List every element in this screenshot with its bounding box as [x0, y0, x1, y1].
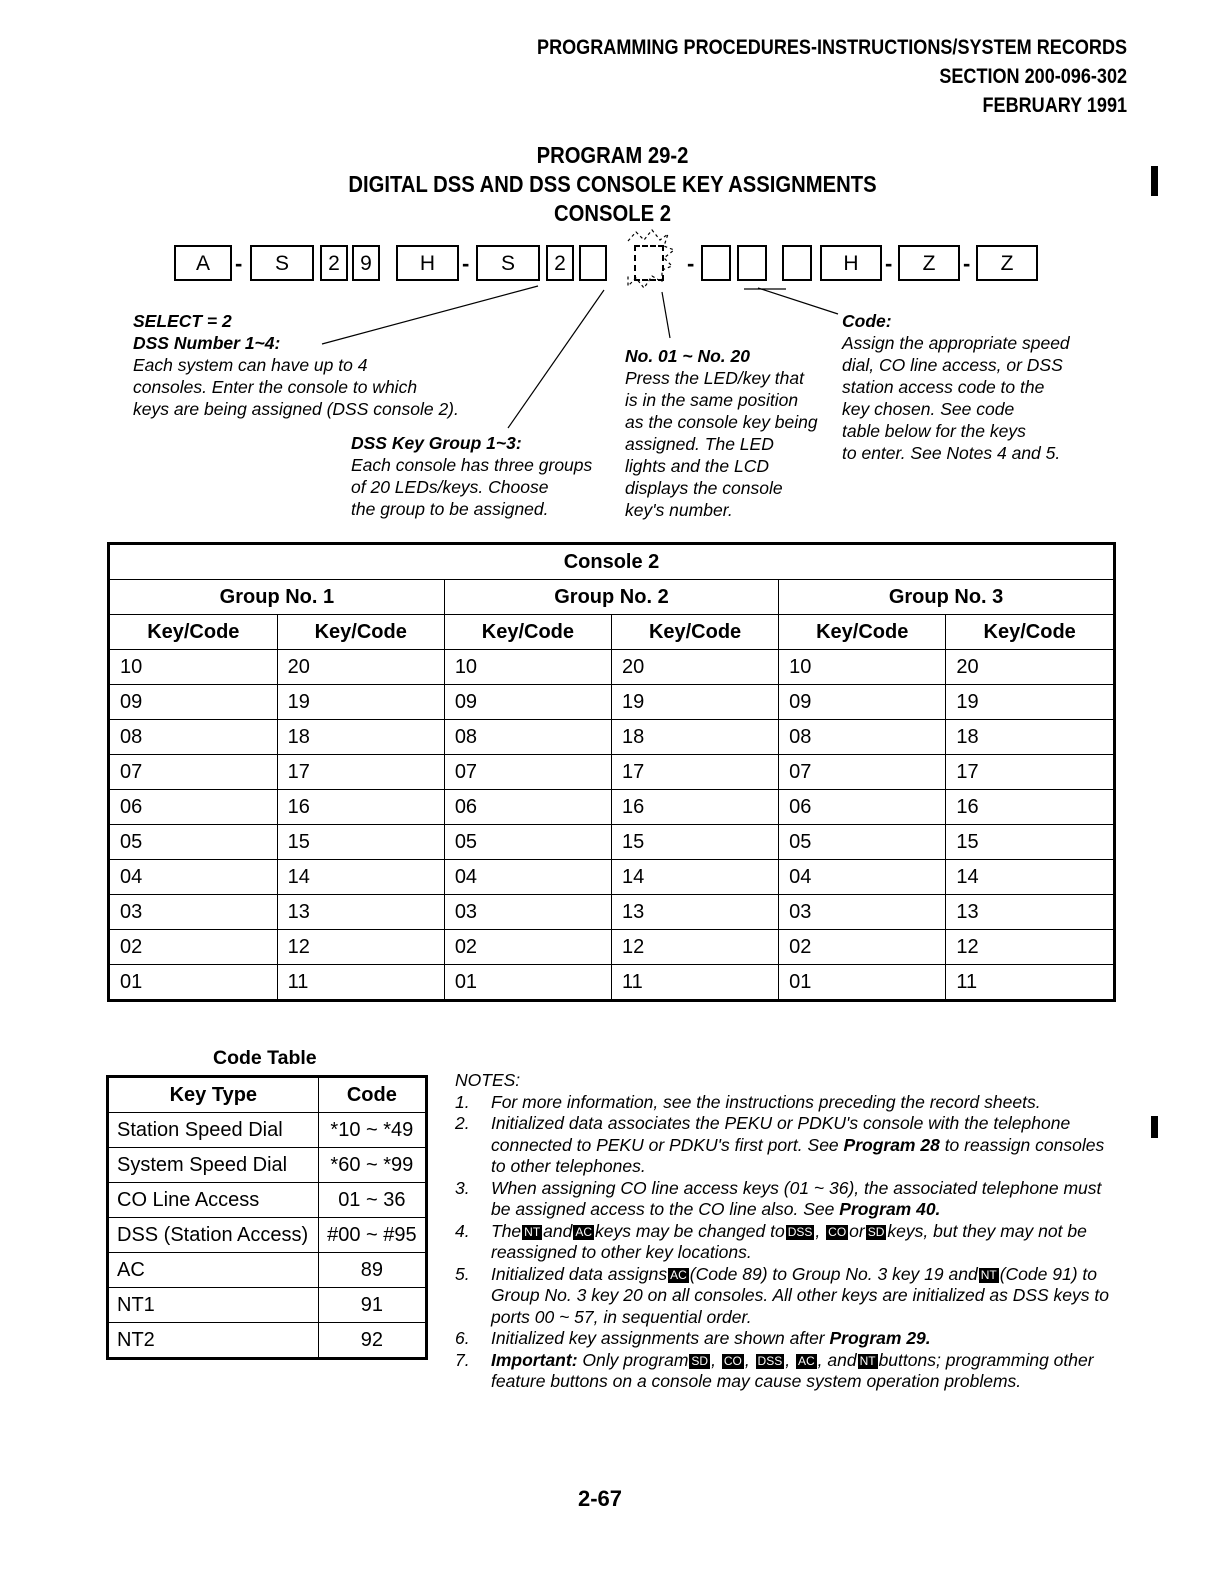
key-code-cell: 02: [779, 930, 946, 965]
key-code-cell: 20: [277, 650, 444, 685]
table-row: [109, 930, 1115, 965]
group-header: Group No. 2: [444, 580, 778, 615]
key-code-cell: 13: [611, 895, 778, 930]
code-cell: *60 ~ *99: [318, 1148, 426, 1183]
seq-dash: -: [687, 251, 695, 276]
key-code-cell: 14: [277, 860, 444, 895]
key-code-cell: 03: [444, 895, 611, 930]
seq-box: [579, 245, 607, 281]
key-code-cell: 20: [611, 650, 778, 685]
page-number: 2-67: [578, 1486, 623, 1511]
key-code-cell: 18: [611, 720, 778, 755]
column-header: Key/Code: [109, 615, 278, 650]
table-row: [108, 1183, 427, 1218]
change-bar: [1151, 1116, 1158, 1138]
code-cell: 92: [318, 1323, 426, 1359]
key-code-cell: 19: [611, 685, 778, 720]
group-header: Group No. 1: [109, 580, 445, 615]
key-code-cell: 04: [779, 860, 946, 895]
key-code-cell: 16: [611, 790, 778, 825]
table-row: [109, 685, 1115, 720]
table-row: [109, 895, 1115, 930]
co-key-chip: CO: [723, 1353, 742, 1368]
table-row: [109, 650, 1115, 685]
key-code-cell: 01: [109, 965, 278, 1001]
table-row: [109, 860, 1115, 895]
title-line-1: PROGRAM 29-2: [536, 142, 689, 168]
table-row: [108, 1148, 427, 1183]
key-code-cell: 06: [109, 790, 278, 825]
seq-box: H: [396, 245, 459, 281]
code-cell: 89: [318, 1253, 426, 1288]
note-item: 4. The NT and AC keys may be changed to DSS , CO or SD keys, but they may not be reassigned to other key locations.: [455, 1220, 1087, 1262]
table-row: [109, 965, 1115, 1001]
column-header: Key/Code: [779, 615, 946, 650]
notes-heading: NOTES:: [455, 1070, 521, 1090]
seq-dash: -: [885, 251, 893, 276]
key-type-cell: NT1: [108, 1288, 319, 1323]
seq-box: A: [174, 245, 232, 281]
key-code-cell: 18: [946, 720, 1115, 755]
key-code-cell: 15: [277, 825, 444, 860]
key-code-cell: 08: [444, 720, 611, 755]
key-code-cell: 15: [611, 825, 778, 860]
seq-box: [782, 245, 812, 281]
note-item: 2. Initialized data associates the PEKU or PDKU's console with the telephone connected to PEKU or PDKU's first port. See Program 28 to reassign consoles to other telephones.: [455, 1113, 1105, 1176]
key-code-cell: 19: [946, 685, 1115, 720]
key-code-cell: 17: [946, 755, 1115, 790]
code-cell: 91: [318, 1288, 426, 1323]
group-header: Group No. 3: [779, 580, 1115, 615]
key-code-cell: 02: [444, 930, 611, 965]
key-type-cell: Station Speed Dial: [108, 1113, 319, 1148]
note-item: 1. For more information, see the instructions preceding the record sheets.: [455, 1091, 1041, 1112]
column-header: Key/Code: [444, 615, 611, 650]
seq-box: 2: [320, 245, 348, 281]
key-code-cell: 07: [109, 755, 278, 790]
key-code-cell: 11: [946, 965, 1115, 1001]
console-title: Console 2: [109, 544, 1115, 580]
seq-box: 9: [352, 245, 380, 281]
key-code-cell: 10: [779, 650, 946, 685]
note-item: 3. When assigning CO line access keys (01 ~ 36), the associated telephone must be assigned access to the CO line also. See Program 40.: [455, 1177, 1102, 1219]
table-row: [109, 790, 1115, 825]
key-code-cell: 18: [277, 720, 444, 755]
code-cell: #00 ~ #95: [318, 1218, 426, 1253]
key-code-cell: 12: [277, 930, 444, 965]
console-key-table: [107, 542, 1116, 1002]
dss-key-group-note: DSS Key Group 1~3: Each console has three groups of 20 LEDs/keys. Choose the group to be assigned.: [351, 433, 593, 519]
seq-box: [737, 245, 767, 281]
nt-key-chip: NT: [980, 1267, 997, 1282]
key-code-cell: 09: [779, 685, 946, 720]
seq-box: [701, 245, 731, 281]
key-code-cell: 15: [946, 825, 1115, 860]
sd-key-chip: SD: [867, 1224, 885, 1239]
key-code-cell: 03: [109, 895, 278, 930]
header-line-2: SECTION 200-096-302: [939, 65, 1127, 88]
key-type-cell: DSS (Station Access): [108, 1218, 319, 1253]
title-line-2: DIGITAL DSS AND DSS CONSOLE KEY ASSIGNMENTS: [348, 171, 877, 197]
key-code-cell: 09: [109, 685, 278, 720]
key-code-cell: 08: [109, 720, 278, 755]
code-table-title: Code Table: [213, 1047, 317, 1069]
co-key-chip: CO: [828, 1224, 847, 1239]
seq-box: S: [250, 245, 314, 281]
dss-key-chip: DSS: [787, 1224, 813, 1239]
seq-box: H: [820, 245, 882, 281]
key-code-cell: 07: [444, 755, 611, 790]
key-code-cell: 01: [779, 965, 946, 1001]
code-cell: *10 ~ *49: [318, 1113, 426, 1148]
key-code-cell: 06: [444, 790, 611, 825]
key-code-cell: 16: [277, 790, 444, 825]
key-type-cell: NT2: [108, 1323, 319, 1359]
key-code-cell: 10: [444, 650, 611, 685]
nt-key-chip: NT: [859, 1353, 876, 1368]
seq-dash: -: [235, 251, 243, 276]
key-code-cell: 12: [946, 930, 1115, 965]
title-line-3: CONSOLE 2: [554, 200, 671, 226]
key-code-cell: 14: [946, 860, 1115, 895]
code-cell: 01 ~ 36: [318, 1183, 426, 1218]
note-item: 6. Initialized key assignments are shown after Program 29.: [455, 1328, 931, 1348]
key-code-cell: 16: [946, 790, 1115, 825]
table-row: [109, 755, 1115, 790]
code-table-header: Key Type: [108, 1077, 319, 1113]
ac-key-chip: AC: [797, 1353, 815, 1368]
table-row: [108, 1253, 427, 1288]
note-item: 5. Initialized data assigns AC (Code 89) to Group No. 3 key 19 and NT (Code 91) to Group No. 3 key 20 on all consoles. All other keys are initialized as DSS keys to ports 00 ~ 57, in sequential order.: [455, 1263, 1109, 1327]
dss-number-note: DSS Number 1~4: Each system can have up to 4 consoles. Enter the console to which keys are being assigned (DSS console 2).: [133, 333, 459, 419]
key-type-cell: System Speed Dial: [108, 1148, 319, 1183]
select-label: SELECT = 2: [133, 311, 232, 331]
key-code-cell: 17: [611, 755, 778, 790]
code-note: Code: Assign the appropriate speed dial, CO line access, or DSS station access code to the key chosen. See code table below for the keys to enter. See Notes 4 and 5.: [842, 311, 1070, 463]
change-bar: [1151, 166, 1158, 196]
key-code-cell: 05: [444, 825, 611, 860]
document-header: [537, 33, 1127, 120]
code-table-header: Code: [318, 1077, 426, 1113]
seq-dash: -: [963, 251, 971, 276]
seq-box: 2: [546, 245, 574, 281]
seq-box: Z: [976, 245, 1038, 281]
seq-box: Z: [898, 245, 960, 281]
key-code-cell: 03: [779, 895, 946, 930]
key-code-cell: 19: [277, 685, 444, 720]
key-code-cell: 05: [109, 825, 278, 860]
key-code-cell: 10: [109, 650, 278, 685]
table-row: [108, 1218, 427, 1253]
key-code-cell: 07: [779, 755, 946, 790]
header-line-3: FEBRUARY 1991: [982, 94, 1127, 117]
key-code-cell: 05: [779, 825, 946, 860]
key-code-cell: 11: [277, 965, 444, 1001]
key-code-cell: 13: [946, 895, 1115, 930]
key-code-cell: 01: [444, 965, 611, 1001]
key-code-cell: 17: [277, 755, 444, 790]
key-code-cell: 12: [611, 930, 778, 965]
ac-key-chip: AC: [670, 1267, 687, 1282]
ac-key-chip: AC: [575, 1224, 593, 1239]
table-row: [108, 1113, 427, 1148]
table-row: [109, 720, 1115, 755]
table-row: [109, 825, 1115, 860]
seq-dash: -: [462, 251, 470, 276]
nt-key-chip: NT: [524, 1224, 541, 1239]
key-code-cell: 06: [779, 790, 946, 825]
column-header: Key/Code: [611, 615, 778, 650]
notes-section: [455, 1070, 1115, 1393]
key-code-cell: 02: [109, 930, 278, 965]
key-code-cell: 09: [444, 685, 611, 720]
key-code-cell: 14: [611, 860, 778, 895]
column-header: Key/Code: [277, 615, 444, 650]
key-type-cell: CO Line Access: [108, 1183, 319, 1218]
seq-box: S: [476, 245, 540, 281]
table-row: [108, 1288, 427, 1323]
sd-key-chip: SD: [691, 1353, 709, 1368]
dss-key-chip: DSS: [757, 1353, 783, 1368]
key-code-cell: 08: [779, 720, 946, 755]
key-code-cell: 13: [277, 895, 444, 930]
key-code-cell: 04: [109, 860, 278, 895]
key-number-note: No. 01 ~ No. 20 Press the LED/key that is in the same position as the console key being assigned. The LED lights and the LCD displays the console key's number.: [625, 346, 818, 520]
code-table: [106, 1075, 428, 1360]
column-header: Key/Code: [946, 615, 1115, 650]
key-type-cell: AC: [108, 1253, 319, 1288]
seq-box-flashing: [634, 245, 664, 281]
key-code-cell: 04: [444, 860, 611, 895]
note-item: 7. Important: Only program SD , CO , DSS , AC , and NT buttons; programming other feature buttons on a console may cause system operation problems.: [455, 1349, 1094, 1391]
header-line-1: PROGRAMMING PROCEDURES-INSTRUCTIONS/SYSTEM RECORDS: [536, 36, 1127, 59]
table-row: [108, 1323, 427, 1359]
page-title: [338, 141, 888, 228]
key-code-cell: 11: [611, 965, 778, 1001]
key-code-cell: 20: [946, 650, 1115, 685]
